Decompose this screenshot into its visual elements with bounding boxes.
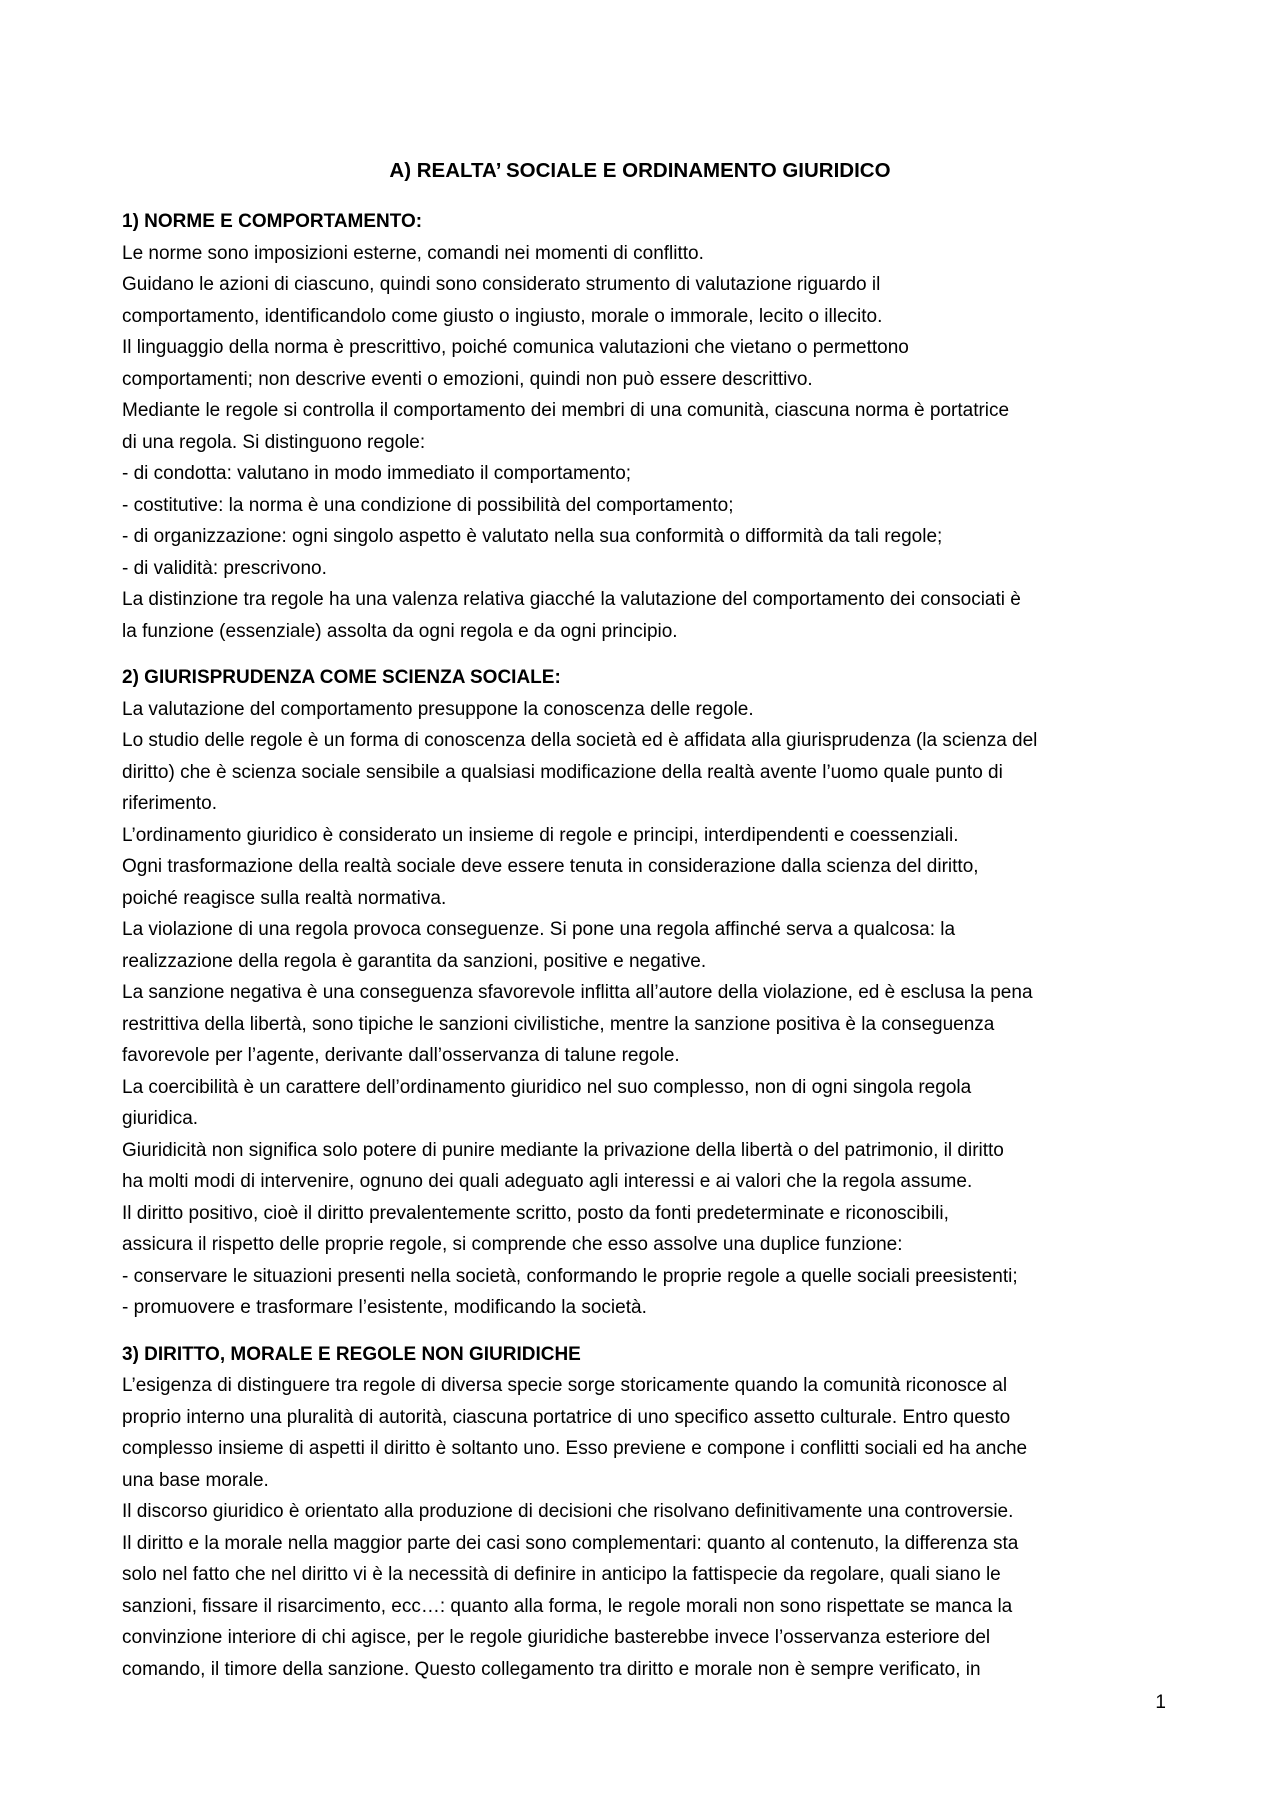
- paragraph-line: Lo studio delle regole è un forma di conoscenza della società ed è affidata alla giurisprudenza (la scienza del: [122, 730, 1038, 751]
- paragraph-line: proprio interno una pluralità di autorità, ciascuna portatrice di uno specifico assetto culturale. Entro questo: [122, 1406, 1011, 1428]
- paragraph-line: assicura il rispetto delle proprie regole, si comprende che esso assolve una duplice funzione:: [122, 1234, 903, 1255]
- paragraph-line: poiché reagisce sulla realtà normativa.: [122, 887, 447, 909]
- paragraph-line: L’esigenza di distinguere tra regole di diversa specie sorge storicamente quando la comunità riconosce al: [122, 1375, 1008, 1396]
- paragraph-line: ha molti modi di intervenire, ognuno dei quali adeguato agli interessi e ai valori che la regola assume.: [122, 1171, 973, 1192]
- paragraph-line: L’ordinamento giuridico è considerato un insieme di regole e principi, interdipendenti e coessenziali.: [122, 824, 959, 846]
- section-2: [122, 662, 1162, 1324]
- paragraph-line: La coercibilità è un carattere dell’ordinamento giuridico nel suo complesso, non di ogni singola regola: [122, 1076, 972, 1098]
- document-title: A) REALTA’ SOCIALE E ORDINAMENTO GIURIDICO: [389, 159, 891, 182]
- paragraph-line: - di validità: prescrivono.: [122, 557, 327, 579]
- paragraph-line: Il discorso giuridico è orientato alla produzione di decisioni che risolvano definitivamente una controversie.: [122, 1501, 1014, 1522]
- paragraph-line: - costitutive: la norma è una condizione di possibilità del comportamento;: [122, 494, 734, 516]
- paragraph-line: una base morale.: [122, 1469, 269, 1491]
- paragraph-line: sanzioni, fissare il risarcimento, ecc…: quanto alla forma, le regole morali non sono rispettate se manca la: [122, 1595, 1013, 1617]
- paragraph-line: restrittiva della libertà, sono tipiche le sanzioni civilistiche, mentre la sanzione positiva è la conseguenza: [122, 1013, 995, 1035]
- paragraph-line: La distinzione tra regole ha una valenza relativa giacché la valutazione del comportamento dei consociati è: [122, 589, 1021, 610]
- paragraph-line: comando, il timore della sanzione. Questo collegamento tra diritto e morale non è sempre verificato, in: [122, 1658, 981, 1680]
- section-heading: 2) GIURISPRUDENZA COME SCIENZA SOCIALE:: [122, 667, 561, 688]
- paragraph-line: diritto) che è scienza sociale sensibile a qualsiasi modificazione della realtà avente l’uomo quale punto di: [122, 761, 1003, 783]
- paragraph-line: - di organizzazione: ogni singolo aspetto è valutato nella sua conformità o difformità da tali regole;: [122, 526, 943, 547]
- paragraph-line: Ogni trasformazione della realtà sociale deve essere tenuta in considerazione dalla scienza del diritto,: [122, 856, 979, 877]
- paragraph-line: Il linguaggio della norma è prescrittivo, poiché comunica valutazioni che vietano o permettono: [122, 337, 909, 358]
- paragraph-line: Le norme sono imposizioni esterne, comandi nei momenti di conflitto.: [122, 242, 704, 264]
- section-3: [122, 1339, 1162, 1686]
- paragraph-line: la funzione (essenziale) assolta da ogni regola e da ogni principio.: [122, 620, 678, 642]
- paragraph-line: di una regola. Si distinguono regole:: [122, 431, 426, 453]
- paragraph-line: - conservare le situazioni presenti nella società, conformando le proprie regole a quelle sociali preesistenti;: [122, 1265, 1018, 1287]
- section-heading: 1) NORME E COMPORTAMENTO:: [122, 211, 423, 232]
- paragraph-line: favorevole per l’agente, derivante dall’osservanza di talune regole.: [122, 1045, 680, 1066]
- paragraph-line: comportamenti; non descrive eventi o emozioni, quindi non può essere descrittivo.: [122, 368, 813, 390]
- paragraph-line: giuridica.: [122, 1108, 199, 1129]
- paragraph-line: realizzazione della regola è garantita da sanzioni, positive e negative.: [122, 950, 707, 972]
- paragraph-line: La valutazione del comportamento presuppone la conoscenza delle regole.: [122, 698, 754, 720]
- paragraph-line: riferimento.: [122, 793, 218, 814]
- paragraph-line: Mediante le regole si controlla il comportamento dei membri di una comunità, ciascuna norma è portatrice: [122, 400, 1010, 421]
- paragraph-line: convinzione interiore di chi agisce, per le regole giuridiche basterebbe invece l’osservanza esteriore del: [122, 1627, 991, 1648]
- paragraph-line: comportamento, identificandolo come giusto o ingiusto, morale o immorale, lecito o illecito.: [122, 305, 883, 327]
- paragraph-line: La violazione di una regola provoca conseguenze. Si pone una regola affinché serva a qualcosa: la: [122, 919, 956, 940]
- paragraph-line: Il diritto e la morale nella maggior parte dei casi sono complementari: quanto al contenuto, la differenza sta: [122, 1532, 1019, 1554]
- section-1: [122, 206, 1162, 647]
- paragraph-line: - di condotta: valutano in modo immediato il comportamento;: [122, 463, 632, 484]
- paragraph-line: La sanzione negativa è una conseguenza sfavorevole inflitta all’autore della violazione, ed è esclusa la pena: [122, 982, 1033, 1003]
- paragraph-line: - promuovere e trasformare l’esistente, modificando la società.: [122, 1297, 647, 1318]
- paragraph-line: Guidano le azioni di ciascuno, quindi sono considerato strumento di valutazione riguardo il: [122, 274, 881, 295]
- section-heading: 3) DIRITTO, MORALE E REGOLE NON GIURIDICHE: [122, 1343, 581, 1365]
- document-body: [122, 206, 1162, 1700]
- paragraph-line: solo nel fatto che nel diritto vi è la necessità di definire in anticipo la fattispecie da regolare, quali siano le: [122, 1564, 1001, 1585]
- page-number: 1: [1155, 1692, 1166, 1713]
- paragraph-line: Giuridicità non significa solo potere di punire mediante la privazione della libertà o del patrimonio, il diritto: [122, 1139, 1004, 1161]
- paragraph-line: complesso insieme di aspetti il diritto è soltanto uno. Esso previene e compone i conflitti sociali ed ha anche: [122, 1438, 1028, 1459]
- paragraph-line: Il diritto positivo, cioè il diritto prevalentemente scritto, posto da fonti predeterminate e riconoscibili,: [122, 1202, 949, 1224]
